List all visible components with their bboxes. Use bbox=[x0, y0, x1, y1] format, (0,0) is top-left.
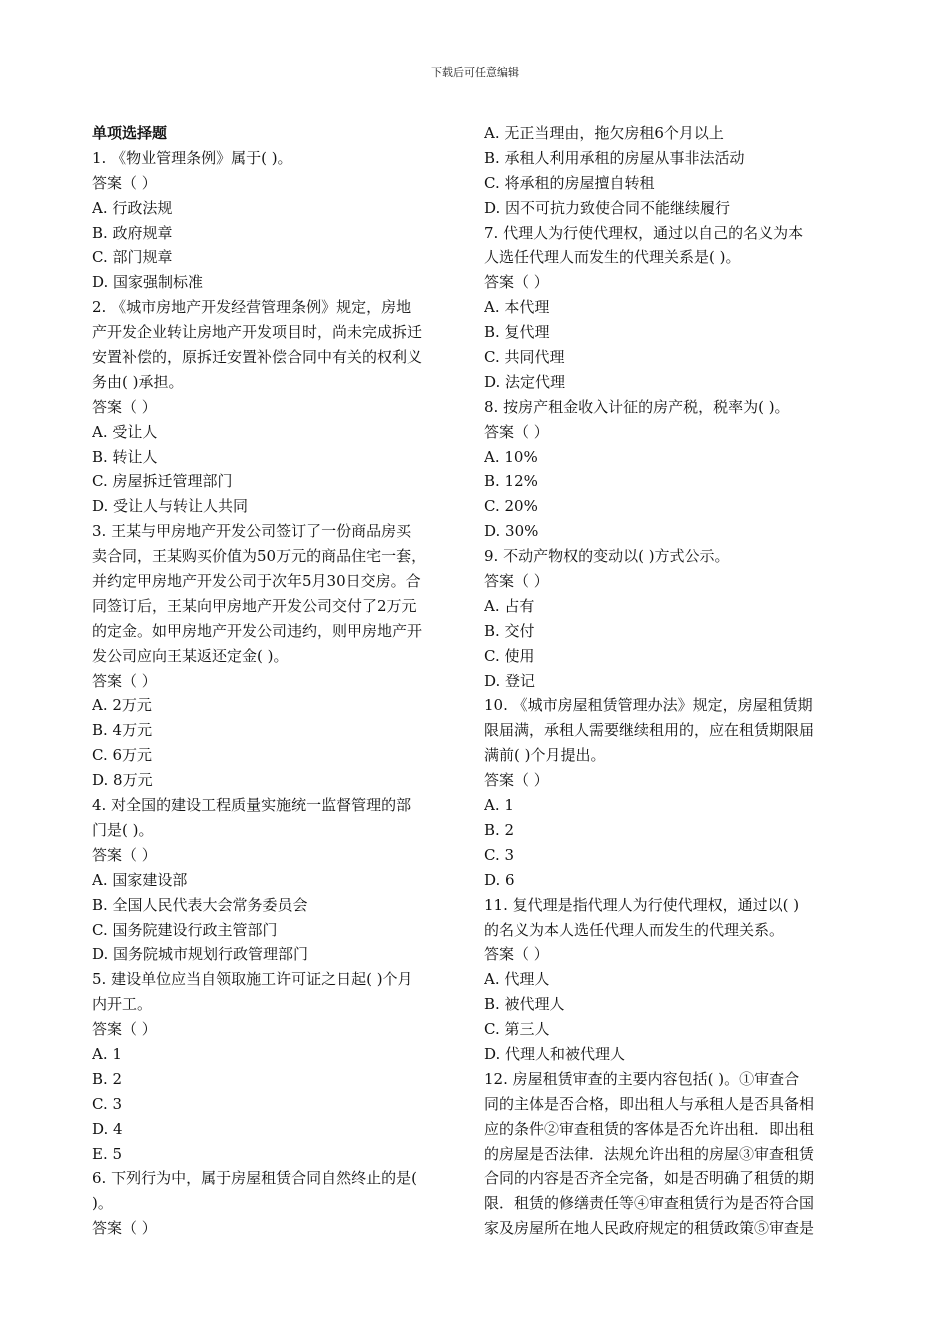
option-line: D. 国务院城市规划行政管理部门 bbox=[92, 945, 309, 964]
question-line: 内开工。 bbox=[92, 995, 153, 1014]
answer-line: 答案（ ） bbox=[92, 845, 157, 864]
section-heading: 单项选择题 bbox=[92, 124, 168, 142]
question-line: 同的主体是否合格，即出租人与承租人是否具备相 bbox=[484, 1094, 815, 1113]
question-line: 应的条件②审查租赁的客体是否允许出租．即出租 bbox=[484, 1119, 815, 1138]
question-line: 的名义为本人选任代理人而发生的代理关系。 bbox=[484, 920, 785, 939]
answer-line: 答案（ ） bbox=[92, 671, 157, 690]
option-line: D. 国家强制标准 bbox=[92, 273, 204, 292]
option-line: D. 法定代理 bbox=[484, 372, 566, 391]
option-line: C. 房屋拆迁管理部门 bbox=[92, 472, 233, 491]
option-line: D. 受让人与转让人共同 bbox=[92, 497, 249, 516]
question-line: 的房屋是否法律．法规允许出租的房屋③审查租赁 bbox=[484, 1144, 815, 1163]
left-column bbox=[92, 121, 464, 1241]
question-line: 11. 复代理是指代理人为行使代理权，通过以( ) bbox=[484, 895, 800, 914]
option-line: B. 复代理 bbox=[484, 323, 550, 342]
answer-line: 答案（ ） bbox=[484, 422, 549, 441]
option-line: D. 4 bbox=[92, 1119, 123, 1138]
option-line: B. 政府规章 bbox=[92, 223, 173, 242]
question-line: 1. 《物业管理条例》属于( )。 bbox=[92, 148, 293, 167]
option-line: A. 占有 bbox=[484, 596, 535, 615]
option-line: B. 2 bbox=[484, 820, 515, 839]
option-line: B. 被代理人 bbox=[484, 995, 565, 1014]
question-line: 家及房屋所在地人民政府规定的租赁政策⑤审查是 bbox=[484, 1219, 815, 1238]
question-line: 门是( )。 bbox=[92, 820, 154, 839]
question-line: 12. 房屋租赁审查的主要内容包括( )。①审查合 bbox=[484, 1069, 800, 1088]
answer-line: 答案（ ） bbox=[92, 397, 157, 416]
page-header: 下载后可任意编辑 bbox=[431, 66, 519, 79]
question-line: 发公司应向王某返还定金( )。 bbox=[92, 646, 289, 665]
question-line: 9. 不动产物权的变动以( )方式公示。 bbox=[484, 547, 730, 566]
question-line: 产开发企业转让房地产开发项目时，尚未完成拆迁 bbox=[92, 323, 423, 342]
question-line: 并约定甲房地产开发公司于次年5月30日交房。合 bbox=[92, 572, 421, 591]
option-line: C. 3 bbox=[484, 845, 515, 864]
answer-line: 答案（ ） bbox=[92, 1020, 157, 1039]
option-line: D. 30% bbox=[484, 522, 539, 541]
option-line: A. 10% bbox=[484, 447, 538, 466]
option-line: D. 登记 bbox=[484, 671, 536, 690]
question-line: 5. 建设单位应当自领取施工许可证之日起( )个月 bbox=[92, 970, 413, 989]
question-line: 10. 《城市房屋租赁管理办法》规定，房屋租赁期 bbox=[484, 696, 813, 715]
question-line: 安置补偿的，原拆迁安置补偿合同中有关的权利义 bbox=[92, 348, 423, 367]
option-line: C. 第三人 bbox=[484, 1020, 550, 1039]
option-line: B. 交付 bbox=[484, 621, 535, 640]
question-line: 7. 代理人为行使代理权，通过以自己的名义为本 bbox=[484, 223, 804, 242]
option-line: E. 5 bbox=[92, 1144, 123, 1163]
question-line: 合同的内容是否齐全完备，如是否明确了租赁的期 bbox=[484, 1169, 815, 1188]
answer-line: 答案（ ） bbox=[484, 572, 549, 591]
option-line: D. 代理人和被代理人 bbox=[484, 1044, 626, 1063]
option-line: C. 20% bbox=[484, 497, 538, 516]
question-line: 的定金。如甲房地产开发公司违约，则甲房地产开 bbox=[92, 621, 423, 640]
answer-line: 答案（ ） bbox=[484, 273, 549, 292]
answer-line: 答案（ ） bbox=[92, 173, 157, 192]
option-line: B. 4万元 bbox=[92, 721, 153, 740]
question-line: 2. 《城市房地产开发经营管理条例》规定，房地 bbox=[92, 298, 412, 317]
question-line: 限届满，承租人需要继续租用的，应在租赁期限届 bbox=[484, 721, 815, 740]
option-line: C. 3 bbox=[92, 1094, 123, 1113]
option-line: A. 受让人 bbox=[92, 422, 158, 441]
question-line: 务由( )承担。 bbox=[92, 372, 184, 391]
option-line: B. 12% bbox=[484, 472, 538, 491]
option-line: B. 转让人 bbox=[92, 447, 158, 466]
option-line: A. 代理人 bbox=[484, 970, 550, 989]
question-line: 4. 对全国的建设工程质量实施统一监督管理的部 bbox=[92, 796, 412, 815]
option-line: A. 1 bbox=[484, 796, 514, 815]
option-line: D. 因不可抗力致使合同不能继续履行 bbox=[484, 198, 731, 217]
question-line: 人选任代理人而发生的代理关系是( )。 bbox=[484, 248, 741, 267]
option-line: B. 2 bbox=[92, 1069, 123, 1088]
option-line: C. 国务院建设行政主管部门 bbox=[92, 920, 278, 939]
option-line: C. 使用 bbox=[484, 646, 535, 665]
option-line: D. 8万元 bbox=[92, 771, 153, 790]
option-line: A. 2万元 bbox=[92, 696, 152, 715]
option-line: B. 承租人利用承租的房屋从事非法活动 bbox=[484, 148, 745, 167]
option-line: C. 将承租的房屋擅自转租 bbox=[484, 173, 655, 192]
option-line: B. 全国人民代表大会常务委员会 bbox=[92, 895, 308, 914]
option-line: A. 1 bbox=[92, 1044, 122, 1063]
question-line: 3. 王某与甲房地产开发公司签订了一份商品房买 bbox=[92, 522, 412, 541]
question-line: )。 bbox=[92, 1194, 113, 1213]
question-line: 卖合同，王某购买价值为50万元的商品住宅一套， bbox=[92, 547, 427, 566]
answer-line: 答案（ ） bbox=[484, 945, 549, 964]
option-line: D. 6 bbox=[484, 870, 515, 889]
option-line: C. 共同代理 bbox=[484, 348, 565, 367]
question-line: 8. 按房产租金收入计征的房产税，税率为( )。 bbox=[484, 397, 790, 416]
option-line: C. 部门规章 bbox=[92, 248, 173, 267]
question-line: 6. 下列行为中，属于房屋租赁合同自然终止的是( bbox=[92, 1169, 417, 1188]
option-line: A. 国家建设部 bbox=[92, 870, 188, 889]
option-line: A. 无正当理由，拖欠房租6个月以上 bbox=[484, 124, 724, 142]
option-line: C. 6万元 bbox=[92, 746, 153, 765]
option-line: A. 本代理 bbox=[484, 298, 550, 317]
option-line: A. 行政法规 bbox=[92, 198, 173, 217]
answer-line: 答案（ ） bbox=[92, 1219, 157, 1238]
answer-line: 答案（ ） bbox=[484, 771, 549, 790]
question-line: 同签订后，王某向甲房地产开发公司交付了2万元 bbox=[92, 596, 417, 615]
right-column bbox=[484, 121, 856, 1241]
question-line: 限．租赁的修缮责任等④审查租赁行为是否符合国 bbox=[484, 1194, 815, 1213]
question-line: 满前( )个月提出。 bbox=[484, 746, 606, 765]
